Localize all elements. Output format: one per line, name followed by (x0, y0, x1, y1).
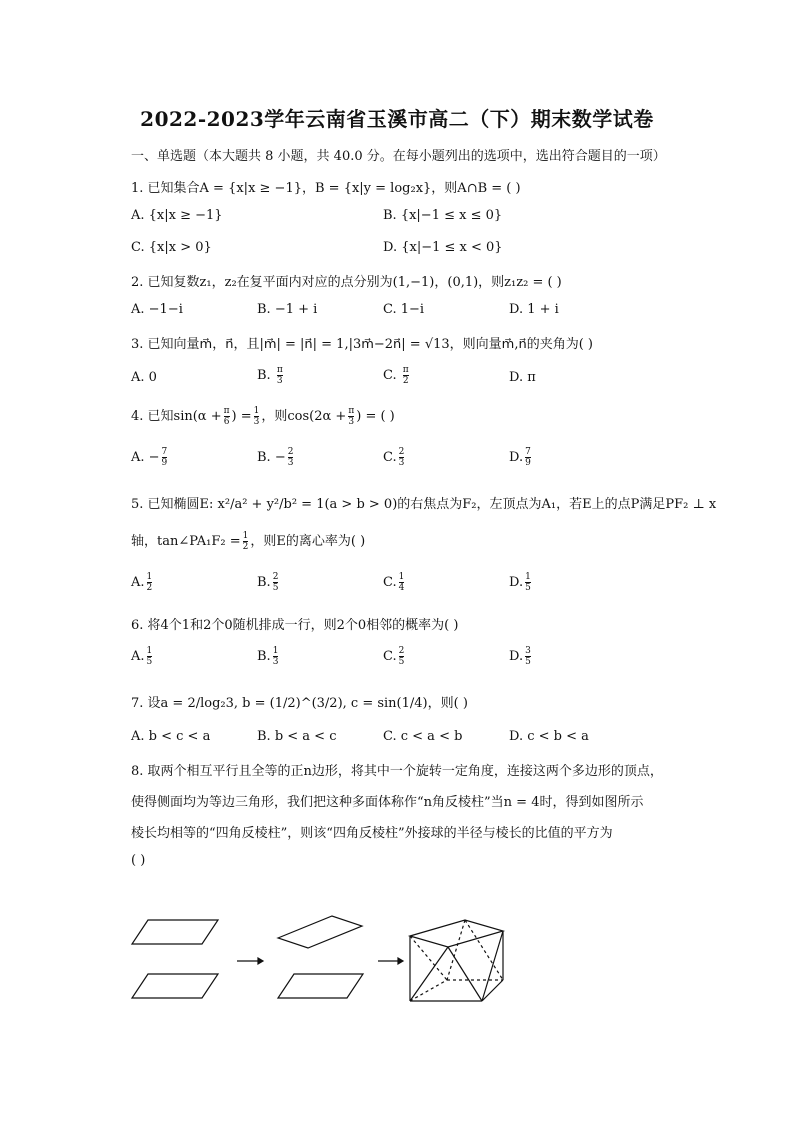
q4-option-b-fraction (288, 447, 294, 468)
question-8-line-2: 使得侧面均为等边三角形，我们把这种多面体称作“n角反棱柱”当n = 4时，得到如图所示 (131, 795, 644, 810)
denominator: 2 (242, 542, 249, 552)
numerator: 2 (398, 646, 405, 656)
denominator: 4 (398, 583, 405, 593)
q6-option-d-label: D. (509, 649, 524, 664)
numerator: 1 (272, 646, 279, 656)
numerator: 1 (146, 646, 153, 656)
question-1-stem: 1. 已知集合A = {x|x ≥ −1}，B = {x|y = log₂x}，则A∩B = ( ) (131, 181, 521, 196)
numerator: 1 (398, 572, 405, 582)
q4-option-a-label: A. − (131, 450, 160, 465)
denominator: 5 (525, 583, 531, 593)
numerator: 7 (161, 447, 168, 457)
q4-option-b (257, 447, 295, 468)
question-7-stem: 7. 设a = 2/log₂3, b = (1/2)^(3/2), c = sin(1/4)，则( ) (131, 696, 468, 711)
q6-option-c-fraction (399, 646, 405, 667)
numerator: 2 (287, 447, 294, 457)
numerator: 7 (525, 447, 531, 457)
q1-option-c: C. {x|x > 0} (131, 240, 212, 255)
q4-fraction-3 (348, 406, 354, 427)
denominator: 3 (287, 458, 294, 468)
q2-option-d: D. 1 + i (509, 302, 559, 317)
q6-option-c (383, 646, 406, 667)
q4-option-d-label: D. (509, 450, 524, 465)
q6-option-a-label: A. (131, 649, 145, 664)
section-heading: 一、单选题（本大题共 8 小题，共 40.0 分。在每小题列出的选项中，选出符合题目的一项） (131, 149, 666, 164)
q5-option-b (257, 572, 280, 593)
q7-option-b: B. b < a < c (257, 729, 337, 744)
q3-option-c-label: C. (383, 368, 397, 383)
q3-option-b-fraction (277, 365, 283, 386)
q6-option-c-label: C. (383, 649, 397, 664)
q4-option-b-label: B. − (257, 450, 286, 465)
denominator: 5 (272, 583, 279, 593)
denominator: 3 (398, 458, 405, 468)
question-4-stem (131, 405, 395, 427)
q1-option-a: A. {x|x ≥ −1} (131, 208, 223, 223)
q5-option-a-label: A. (131, 575, 145, 590)
q4-stem-part: 4. 已知sin(α + (131, 409, 222, 424)
q4-fraction-2 (254, 406, 260, 427)
denominator: 5 (525, 657, 531, 667)
q4-option-a (131, 447, 169, 468)
q7-option-a: A. b < c < a (131, 729, 211, 744)
q6-option-b-fraction (273, 646, 279, 667)
arrow-2-head-icon (398, 958, 403, 964)
q2-option-a: A. −1−i (131, 302, 183, 317)
q5-option-c-label: C. (383, 575, 397, 590)
antiprism-solid (410, 920, 503, 1001)
q6-option-d (509, 646, 533, 667)
q5-fraction (243, 531, 249, 552)
denominator: 9 (525, 458, 531, 468)
bottom-parallelogram (132, 974, 218, 998)
question-6-stem: 6. 将4个1和2个0随机排成一行，则2个0相邻的概率为( ) (131, 618, 459, 633)
numerator: π (276, 365, 283, 375)
q2-option-b: B. −1 + i (257, 302, 318, 317)
denominator: 6 (223, 417, 230, 427)
q5-option-d-fraction (525, 572, 531, 593)
question-8-line-4: ( ) (131, 853, 146, 868)
question-3-stem: 3. 已知向量m⃗，n⃗，且|m⃗| = |n⃗| = 1,|3m⃗−2n⃗| = √13，则向量m⃗,n⃗的夹角为( ) (131, 337, 593, 352)
q4-option-a-fraction (162, 447, 168, 468)
q4-option-c-fraction (399, 447, 405, 468)
q4-stem-part: ) = (231, 409, 252, 424)
numerator: π (223, 406, 230, 416)
q1-option-b: B. {x|−1 ≤ x ≤ 0} (383, 208, 503, 223)
arrow-1-head-icon (258, 958, 263, 964)
denominator: 3 (348, 417, 355, 427)
denominator: 5 (146, 657, 153, 667)
bottom-parallelogram-2 (278, 974, 363, 998)
antiprism-figure (120, 900, 520, 1015)
denominator: 3 (276, 376, 283, 386)
q4-option-c (383, 447, 406, 468)
q5-option-b-fraction (273, 572, 279, 593)
q5-option-a-fraction (147, 572, 153, 593)
question-2-stem: 2. 已知复数z₁，z₂在复平面内对应的点分别为(1,−1)，(0,1)，则z₁z₂ = ( ) (131, 275, 562, 290)
q6-option-a-fraction (147, 646, 153, 667)
q5-stem-part: 轴，tan∠PA₁F₂ = (131, 534, 241, 549)
exam-title: 2022-2023学年云南省玉溪市高二（下）期末数学试卷 (140, 107, 654, 131)
q3-option-b (257, 365, 285, 386)
q3-option-a: A. 0 (131, 370, 157, 385)
numerator: 2 (272, 572, 279, 582)
question-8-line-3: 棱长均相等的“四角反棱柱”，则该“四角反棱柱”外接球的半径与棱长的比值的平方为 (131, 826, 613, 841)
denominator: 5 (398, 657, 405, 667)
q4-option-d-fraction (525, 447, 531, 468)
denominator: 2 (402, 376, 409, 386)
q3-option-c (383, 365, 411, 386)
q5-option-d-label: D. (509, 575, 524, 590)
numerator: 1 (146, 572, 153, 582)
q5-option-c-fraction (399, 572, 405, 593)
denominator: 2 (146, 583, 153, 593)
denominator: 3 (253, 417, 260, 427)
q2-option-c: C. 1−i (383, 302, 425, 317)
q5-option-b-label: B. (257, 575, 271, 590)
question-5-stem-line-1: 5. 已知椭圆E: x²/a² + y²/b² = 1(a > b > 0)的右焦点为F₂，左顶点为A₁，若E上的点P满足PF₂ ⊥ x (131, 497, 717, 512)
denominator: 3 (272, 657, 279, 667)
numerator: π (402, 365, 409, 375)
top-parallelogram (132, 920, 218, 944)
numerator: 1 (253, 406, 260, 416)
q5-option-d (509, 572, 533, 593)
rotated-top-square (278, 916, 362, 948)
q1-option-d: D. {x|−1 ≤ x < 0} (383, 240, 503, 255)
q6-option-d-fraction (525, 646, 531, 667)
q4-stem-part: ，则cos(2α + (261, 409, 347, 424)
numerator: 2 (398, 447, 405, 457)
denominator: 9 (161, 458, 168, 468)
numerator: 3 (525, 646, 531, 656)
q3-option-d: D. π (509, 370, 536, 385)
q4-fraction-1 (224, 406, 230, 427)
q7-option-c: C. c < a < b (383, 729, 463, 744)
q5-option-a (131, 572, 154, 593)
q5-option-c (383, 572, 406, 593)
q4-stem-part: ) = ( ) (356, 409, 395, 424)
q3-option-c-fraction (403, 365, 409, 386)
question-5-stem-line-2 (131, 530, 365, 552)
q6-option-b (257, 646, 280, 667)
q7-option-d: D. c < b < a (509, 729, 589, 744)
question-8-line-1: 8. 取两个相互平行且全等的正n边形，将其中一个旋转一定角度，连接这两个多边形的顶点， (131, 764, 663, 779)
q5-stem-part: ，则E的离心率为( ) (250, 534, 366, 549)
numerator: 1 (525, 572, 531, 582)
q6-option-a (131, 646, 154, 667)
q4-option-d (509, 447, 533, 468)
numerator: π (348, 406, 355, 416)
q6-option-b-label: B. (257, 649, 271, 664)
numerator: 1 (242, 531, 249, 541)
q3-option-b-label: B. (257, 368, 271, 383)
q4-option-c-label: C. (383, 450, 397, 465)
